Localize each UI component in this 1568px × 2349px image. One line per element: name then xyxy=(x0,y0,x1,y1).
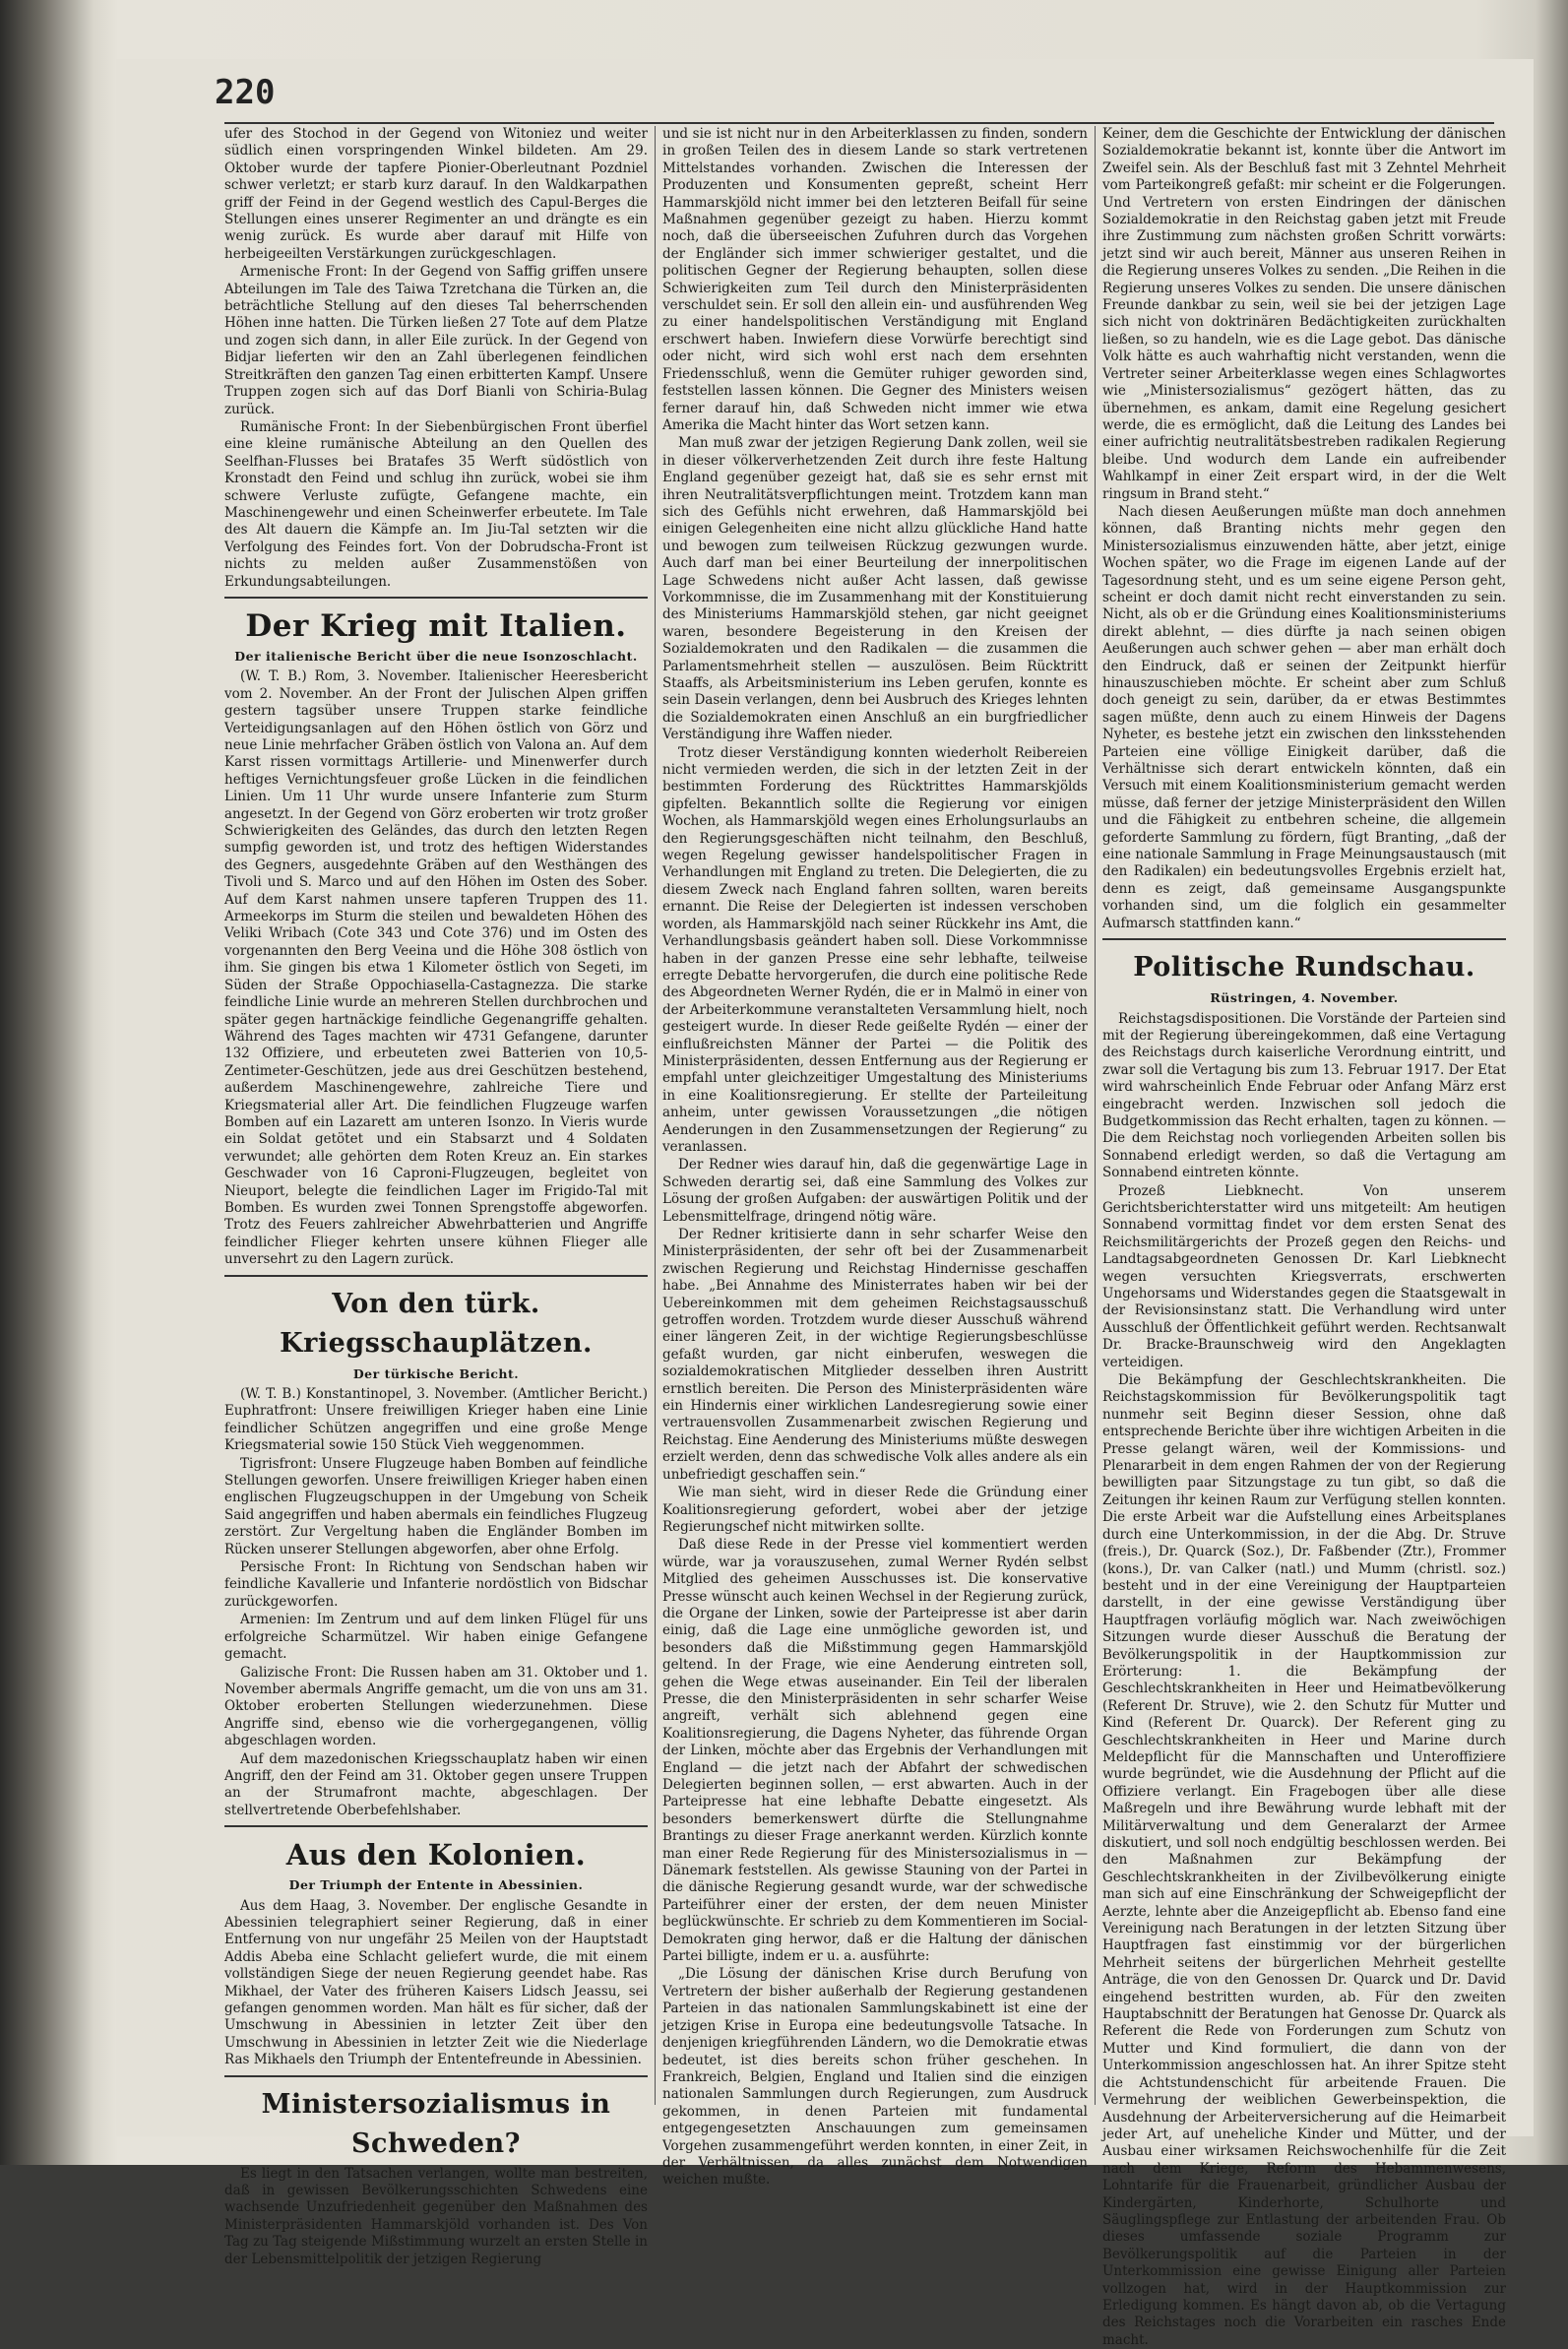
subheadline: Der türkische Bericht. xyxy=(352,1365,520,1381)
article-paragraph: und sie ist nicht nur in den Arbeiterklassen zu finden, sondern in großen Teilen des in diesem Lande so stark vertretenen Mittelstandes vorhanden. Zwischen die Interessen der Produzenten und Konsumenten gepreßt, scheint Herr Hammarskjöld nicht immer bei den letzteren Beifall für seine Maßnahmen gegenüber gezeigt zu haben. Hierzu kommt noch, daß die überseeischen Zufuhren durch das Vorgehen der Engländer sich immer schwieriger gestaltet, und die politischen Gegner der Regierung behaupten, sollen diese Schwierigkeiten zum Teil durch den Ministerpräsidenten verschuldet sein. Er soll den allein ein- und ausführenden Weg zu einer handelspolitischen Verständigung mit England erschwert haben. Inwiefern diese Vorwürfe berechtigt sind oder nicht, wird sich wohl erst nach dem ersehnten Friedensschluß, wenn die Gemüter ruhiger geworden sind, feststellen lassen können. Die Gegner des Ministers weisen ferner darauf hin, daß Schweden nicht immer wie etwa Amerika die Macht hinter das Wort setzen kann. xyxy=(662,126,1088,433)
headline-schweden: Ministersozialismus in Schweden? xyxy=(261,2088,611,2159)
subheadline: Der Triumph der Entente in Abessinien. xyxy=(288,1877,584,1893)
newspaper-page xyxy=(116,59,1534,2348)
article-paragraph: Aus dem Haag, 3. November. Der englische Gesandte in Abessinien telegraphiert seiner Regierung, daß in einer Entfernung von nur ungefähr 25 Meilen von der Hauptstadt Addis Abeba eine Schlacht geliefert wurde, die mit einem vollständigen Siege der neuen Regierung geendet habe. Ras Mikhael, der Vater des früheren Kaisers Lidsch Jeassu, sei gefangen genommen worden. Man hält es für sicher, daß der Umschwung in Abessinien in letzter Zeit über den Umschwung in Abessinien in letzter Zeit wie die Niederlage Ras Mikhaels den Triumph der Ententefreunde in Abessinien. xyxy=(224,1897,648,2068)
separator xyxy=(1102,938,1506,940)
article-paragraph: Keiner, dem die Geschichte der Entwicklung der dänischen Sozialdemokratie bekannt ist, konnte über die Antwort im Zweifel sein. Als der Beschluß fast mit 3 Zehntel Mehrheit vom Parteikongreß gefaßt: mir scheint er die Folgerungen. Und Vertretern von ersten Eindringen der dänischen Sozialdemokratie in den Reichstag gaben jetzt mit Freude ihre Zustimmung zum nächsten großen Schritt vorwärts: jetzt sind wir auch bereit, Männer aus unseren Reihen in die Regierung unseres Volkes zu senden. „Die Reihen in die Regierung unseres Volkes zu senden. Die unsere dänischen Freunde dankbar zu sein, weil sie bei der jetzigen Lage sich nicht von doktrinären Bedächtigkeiten zurückhalten ließen, so zu handeln, wie es die Lage gebot. Das dänische Volk hätte es auch wahrhaftig nicht verstanden, wenn die Vertreter seiner Arbeiterklasse wegen eines Schlagwortes wie „Ministersozialismus“ gezögert hätten, das zu übernehmen, es ankam, damit eine Regelung gesichert werde, die es ermöglicht, daß die Leitung des Landes bei einer aufrichtig neutralitätsbestreben radikalen Regierung bleibe. Und wodurch dem Lande ein aufreibender Wahlkampf in einer Zeit erspart wird, in der die Welt ringsum in Brand steht.“ xyxy=(1102,126,1506,502)
article-paragraph: (W. T. B.) Rom, 3. November. Italienischer Heeresbericht vom 2. November. An der Front der Julischen Alpen griffen gestern tagsüber unsere Truppen starke feindliche Verteidigungsanlagen auf den Höhen östlich von Görz und neue Linie mehrfacher Gräben östlich von Valona an. Auf dem Karst rissen vormittags Artillerie- und Minenwerfer durch heftiges Vernichtungsfeuer große Lücken in die feindlichen Linien. Um 11 Uhr wurde unsere Infanterie zum Sturm angesetzt. In der Gegend von Görz eroberten wir trotz großer Schwierigkeiten des Geländes, das durch den letzten Regen sumpfig geworden ist, und trotz des heftigen Widerstandes des Gegners, ausgedehnte Gräben auf den Westhängen des Tivoli und S. Marco und auf den Höhen im Osten des Sober. Auf dem Karst nahmen unsere tapferen Truppen des 11. Armeekorps im Sturm die steilen und bewaldeten Höhen des Veliki Wribach (Cote 343 und Cote 376) und im Osten des vorgenannten den Berg Veeina und die Höhe 308 östlich von ihm. Sie gingen bis etwa 1 Kilometer östlich von Segeti, im Süden der Straße Oppochiasella-Castagnezza. Die starke feindliche Linie wurde an mehreren Stellen durchbrochen und später gegen hartnäckige feindliche Gegenangriffe gehalten. Während des Tages machten wir 4731 Gefangene, darunter 132 Offiziere, und erbeuteten zwei Batterien von 10,5-Zentimeter-Geschützen, jede aus drei Geschützen bestehend, außerdem Maschinengewehre, zahlreiche Tiere und Kriegsmaterial aller Art. Die feindlichen Flugzeuge warfen Bomben auf ein Lazarett am unteren Isonzo. In Vieris wurde ein Soldat getötet und ein Stabsarzt und 4 Soldaten verwundet; alle gehörten dem Roten Kreuz an. Ein starkes Geschwader von 16 Caproni-Flugzeugen, begleitet von Nieuport, belegte die feindlichen Lager im Frigido-Tal mit Bomben. Es wurden zwei Tonnen Sprengstoffe abgeworfen. Trotz des Feuers zahlreicher Abwehrbatterien und Angriffe feindlicher Flieger kehrten unsere kühnen Flieger alle unversehrt zu den Lagern zurück. xyxy=(224,668,648,1268)
headline-turkei: Von den türk. Kriegsschauplätzen. xyxy=(280,1288,593,1359)
article-paragraph: Der Redner wies darauf hin, daß die gegenwärtige Lage in Schweden derartig sei, daß eine Sammlung des Volkes zur Lösung der großen Aufgaben: der auswärtigen Politik und der Lebensmittelfrage, dringend nötig wäre. xyxy=(662,1157,1088,1225)
article-paragraph: Tigrisfront: Unsere Flugzeuge haben Bomben auf feindliche Stellungen geworfen. Unsere freiwilligen Krieger haben einen englischen Flugzeugschuppen in der Umgebung von Scheik Said angegriffen und haben abermals ein feindliches Flugzeug zerstört. Zur Vergeltung haben die Engländer Bomben im Rücken unserer Stellungen abgeworfen, aber ohne Erfolg. xyxy=(224,1455,648,1557)
headline-rundschau: Politische Rundschau. xyxy=(1133,952,1475,984)
column-3 xyxy=(1102,126,1506,2348)
article-paragraph: Es liegt in den Tatsachen verlangen, wollte man bestreiten, daß in gewissen Bevölkerungsschichten Schwedens eine wachsende Unzufriedenheit gegenüber den Maßnahmen des Ministerpräsidenten Hammarskjöld vorhanden ist. Des Von Tag zu Tag steigende Mißstimmung wurzelt an ersten Stelle in der Lebensmittelpolitik der jetzigen Regierung xyxy=(224,2165,648,2267)
article-paragraph: Persische Front: In Richtung von Sendschan haben wir feindliche Kavallerie und Infanterie nordöstlich von Bidschar zurückgeworfen. xyxy=(224,1559,648,1610)
article-paragraph: Armenische Front: In der Gegend von Saffig griffen unsere Abteilungen im Tale des Taiwa Tzretchana die Türken an, die beträchtliche Stellung auf den dieses Tal beherrschenden Höhen inne hatten. Die Türken ließen 27 Tote auf dem Platze und zogen sich dann, in aller Eile zurück. In der Gegend von Bidjar lieferten wir den an Zahl überlegenen feindlichen Streitkräften den ganzen Tag einen erbitterten Kampf. Unsere Truppen zogen sich auf das Dorf Bianli von Schiria-Bulag zurück. xyxy=(224,264,648,417)
article-paragraph: Wie man sieht, wird in dieser Rede die Gründung einer Koalitionsregierung gefordert, wobei aber der jetzige Regierungschef nicht mitwirken sollte. xyxy=(662,1485,1088,1535)
article-paragraph: Armenien: Im Zentrum und auf dem linken Flügel für uns erfolgreiche Scharmützel. Wir haben einige Gefangene gemacht. xyxy=(224,1612,648,1663)
article-paragraph: Reichstagsdispositionen. Die Vorstände der Parteien sind mit der Regierung übereingekommen, daß eine Vertagung des Reichstags durch kaiserliche Verordnung eintritt, und zwar soll die Vertagung bis zum 13. Februar 1917. Der Etat wird wahrscheinlich Ende Februar oder Anfang März erst eingebracht werden. Inzwischen soll jedoch die Budgetkommission das Recht erhalten, tagen zu können. — Die dem Reichstag noch vorliegenden Arbeiten sollen bis Sonnabend erledigt werden, so daß die Vertagung am Sonnabend eintreten könnte. xyxy=(1102,1010,1506,1181)
article-paragraph: Rumänische Front: In der Siebenbürgischen Front überfiel eine kleine rumänische Abteilung an den Quellen des Seelfhan-Flusses bei Bratafes 35 Werft südöstlich von Kronstadt den Feind und schlug ihn zurück, wobei sie ihm schwere Verluste zufügte, Gefangene machte, ein Maschinengewehr und einen Scheinwerfer erbeutete. Im Tale des Alt dauern die Kämpfe an. Im Jiu-Tal setzten wir die Verfolgung des Feindes fort. Von der Dobrudscha-Front ist nichts zu melden außer Zusammenstößen von Erkundungsabteilungen. xyxy=(224,418,648,590)
article-paragraph: ufer des Stochod in der Gegend von Witoniez und weiter südlich einen vorspringenden Winkel bildeten. Am 29. Oktober wurde der tapfere Pionier-Oberleutnant Pozdniel schwer verletzt; er starb kurz darauf. In den Waldkarpathen griff der Feind in der Gegend westlich des Capul-Berges die Stellungen eines unserer Regimenter an und drängte es ein wenig zurück. Es wurde aber darauf mit Hilfe von herbeigeeilten Verstärkungen zurückgeschlagen. xyxy=(224,126,648,262)
column-rule xyxy=(655,126,656,2105)
article-paragraph: Galizische Front: Die Russen haben am 31. Oktober und 1. November abermals Angriffe gemacht, um die von uns am 31. Oktober eroberten Stellungen wiederzunehmen. Diese Angriffe sind, ebenso wie die vorhergegangenen, völlig abgeschlagen worden. xyxy=(224,1664,648,1749)
separator xyxy=(224,1825,648,1827)
article-paragraph: Man muß zwar der jetzigen Regierung Dank zollen, weil sie in dieser völkerverhetzenden Zeit durch ihre feste Haltung England gegenüber gezeigt hat, daß sie es sehr ernst mit ihren Neutralitätsverpflichtungen meint. Trotzdem kann man sich des Gefühls nicht erwehren, daß Hammarskjöld bei einigen Gelegenheiten eine nicht allzu glückliche Hand hatte und bewogen zum teilweisen Rückzug gezwungen wurde. Auch darf man bei einer Beurteilung der innerpolitischen Lage Schwedens nicht außer Acht lassen, daß gewisse Vorkommnisse, die im Zusammenhang mit der Konstituierung des Ministeriums Hammarskjöld stehen, gar nicht geeignet waren, besondere Begeisterung in den Kreisen der Sozialdemokraten und den Radikalen — die zusammen die Parlamentsmehrheit stellen — auszulösen. Beim Rücktritt Staaffs, als Arbeitsministerium ins Leben gerufen, konnte es sein Dasein verlangen, denn bei Ausbruch des Krieges lehnten die Sozialdemokraten einen Anschluß an ein burgfriedlicher Verständigung ihre Waffen nieder. xyxy=(662,435,1088,743)
article-paragraph: Daß diese Rede in der Presse viel kommentiert werden würde, war ja vorauszusehen, zumal Werner Rydén selbst Mitglied des geheimen Ausschusses ist. Die konservative Presse wünscht auch keinen Wechsel in der Regierung zurück, die Organe der Linken, sowie der Parteipresse ist aber darin einig, daß die Lage eine unmögliche geworden ist, und besonders daß die Mißstimmung gegen Hammarskjöld geltend. In der Frage, wie eine Aenderung eintreten soll, gehen die Wege etwas auseinander. Ein Teil der liberalen Presse, die den Ministerpräsidenten in sehr scharfer Weise angreift, verhält sich ablehnend gegen eine Koalitionsregierung, die Dagens Nyheter, das führende Organ der Linken, möchte aber das Ergebnis der Verhandlungen mit England — die jetzt nach der Abfahrt der schwedischen Delegierten beginnen sollen, — erst abwarten. Auch in der Parteipresse hat eine lebhafte Debatte eingesetzt. Als besonders bemerkenswert dürfte die Stellungnahme Brantings zu dieser Frage anerkannt werden. Kürzlich konnte man einer Rede Regierung für des Ministersozialismus in — Dänemark feststellen. Als gewisse Stauning von der Partei in die dänische Regierung gesandt wurde, war der schwedische Parteiführer einer der ersten, der dem neuen Minister beglückwünschte. Er schrieb zu dem Kommentieren im Social-Demokraten ging herwor, daß er die Haltung der dänischen Partei billigte, indem er u. a. ausführte: xyxy=(662,1537,1088,1965)
article-paragraph: (W. T. B.) Konstantinopel, 3. November. (Amtlicher Bericht.) Euphratfront: Unsere freiwilligen Krieger haben eine Linie feindlicher Schützen angegriffen und eine große Menge Kriegsmaterial sowie 150 Stück Vieh weggenommen. xyxy=(224,1386,648,1454)
column-2 xyxy=(662,126,1088,2189)
headline-italien: Der Krieg mit Italien. xyxy=(245,607,627,644)
separator xyxy=(224,597,648,599)
article-paragraph: Nach diesen Aeußerungen müßte man doch annehmen können, daß Branting nichts mehr gegen den Ministersozialismus einzuwenden hätte, aber jetzt, einige Wochen später, wo die Frage im eigenen Lande auf der Tagesordnung steht, und es um seine eigene Person geht, scheint er doch damit nicht recht einverstanden zu sein. Nicht, als ob er die Gründung eines Koalitionsministeriums direkt ablehnt, — dies dürfte ja nach seinen obigen Aeußerungen auch schwer gehen — aber man erhält doch den Eindruck, daß er seinen der Zeitpunkt hierfür hinauszuschieben möchte. Er scheint aber zum Schluß doch geneigt zu sein, darüber, da er etwas Bestimmtes sagen müßte, denn auch zu einem Hinweis der Dagens Nyheter, es bestehe jetzt ein zwischen den linksstehenden Parteien eine völlige Einigkeit darüber, daß die Verhältnisse sich derart entwickeln könnten, daß ein Versuch mit einem Koalitionsministerium gemacht werden müsse, daß ferner der jetzige Ministerpräsident den Willen und die Fähigkeit zu entbehren scheine, die allgemein geforderte Sammlung zu fördern, fügt Branting, „daß der eine nationale Sammlung in Frage Meinungsaustausch (mit den Radikalen) ein bedeutungsvolles Ergebnis erzielt hat, denn es zeigt, daß gemeinsame Ausgangspunkte vorhanden sind, um die folglich ein gesammelter Aufmarsch stattfinden kann.“ xyxy=(1102,503,1506,931)
headline-kolonien: Aus den Kolonien. xyxy=(285,1838,587,1873)
article-paragraph: Die Bekämpfung der Geschlechtskrankheiten. Die Reichstagskommission für Bevölkerungspolitik tagt nunmehr seit Beginn dieser Session, ohne daß entsprechende Berichte über ihre wichtigen Arbeiten in die Presse gelangt wären, weil der Kommissions- und Plenararbeit in dem engen Rahmen der von der Regierung bewilligten paar Sitzungstage zu tun gibt, so daß die Zeitungen ihr keinen Raum zur Verfügung stellen konnten. Die erste Arbeit war die Aufstellung eines Arbeitsplanes durch eine Unterkommission, in der die Abg. Dr. Struve (freis.), Dr. Quarck (Soz.), Dr. Faßbender (Ztr.), Frommer (kons.), Dr. van Calker (natl.) und Mumm (christl. soz.) besteht und in der eine Vereinigung der Hauptparteien darstellt, in der eine gewisse Verständigung über Hauptfragen vorläufig möglich war. Nach zweiwöchigen Sitzungen wurde dieser Ausschuß die Beratung der Bevölkerungspolitik in der Hauptkommission zur Erörterung: 1. die Bekämpfung der Geschlechtskrankheiten in Heer und Heimatbevölkerung (Referent Dr. Struve), wie 2. den Schutz für Mutter und Kind (Referent Dr. Quarck). Der Referent ging zu Geschlechtskrankheiten in Heer und Marine durch Meldepflicht für die Mannschaften und Unteroffiziere wurde begründet, wie die Ausdehnung der Pflicht auf die Offiziere verlangt. Ein Fragebogen über alle diese Maßregeln und ihre Bewährung wurde lebhaft mit der Militärverwaltung und dem Generalarzt der Armee diskutiert, und soll noch endgültig beschlossen werden. Bei den Maßnahmen zur Bekämpfung der Geschlechtskrankheiten in der Zivilbevölkerung einigte man sich auf eine Einschränkung der Schweigepflicht der Aerzte, lehnte aber die Anzeigepflicht ab. Ebenso fand eine Vereinigung nach Beratungen in der letzten Sitzung über Hauptfragen fast einstimmig vor der bürgerlichen Mehrheit seitens der bürgerlichen Mehrheit gestellte Anträge, die von den Genossen Dr. Quarck und Dr. David eingehend bestritten wurden, ab. Für den zweiten Hauptabschnitt der Beratungen hat Genosse Dr. Quarck als Referent die Rede von Forderungen zum Schutz von Mutter und Kind formuliert, die dann von der Unterkommission angeschlossen hat. An ihrer Spitze steht die Achtstundenschicht für arbeitende Frauen. Die Vermehrung der weiblichen Gewerbeinspektion, die Ausdehnung der Arbeiterversicherung auf die Heimarbeit jeder Art, auf uneheliche Kinder und Mütter, und der Ausbau einer wirksamen Reichswochenhilfe für die Zeit nach dem Kriege, Reform des Hebammenwesens, Lohntarife für die Frauenarbeit, gründlicher Ausbau der Kindergärten, Kinderhorte, Schulhorte und Säuglingspflege zur Entlastung der arbeitenden Frau. Ob dieses umfassende soziale Programm zur Bevölkerungspolitik auf die Parteien in der Unterkommission eine gewisse Einigung aller Parteien vollzogen hat, wird in der Hauptkommission zur Erledigung kommen. Es hängt davon ab, ob die Vertagung des Reichstages noch die Vorarbeiten ein rasches Ende macht. xyxy=(1102,1372,1506,2348)
article-paragraph: Trotz dieser Verständigung konnten wiederholt Reibereien nicht vermieden werden, die sich in der letzten Zeit in der bestimmten Forderung des Rücktrittes Hammarskjölds gipfelten. Bekanntlich sollte die Regierung vor einigen Wochen, als Hammarskjöld wegen eines Erholungsurlaubs an den Regierungsgeschäften nicht teilnahm, den Beschluß, wegen Regelung gewisser handelspolitischer Fragen in Verhandlungen mit England zu treten. Die Delegierten, die zu diesem Zweck nach England fahren sollten, waren bereits ernannt. Die Reise der Delegierten ist indessen verschoben worden, als Hammarskjöld nach seiner Rückkehr ins Amt, die Verhandlungsbasis geändert haben soll. Diese Vorkommnisse haben in der ganzen Presse eine sehr lebhafte, teilweise erregte Debatte hervorgerufen, die durch eine politische Rede des Abgeordneten Werner Rydén, die er in Malmö in einer von der Arbeiterkommune veranstalteten Versammlung hielt, noch gesteigert wurde. In dieser Rede geißelte Rydén — einer der einflußreichsten Männer der Partei — die Politik des Ministerpräsidenten, dessen Entfernung aus der Regierung er empfahl unter gleichzeitiger Umgestaltung des Ministeriums in eine Koalitionsregierung. Er stellte der Parteileitung anheim, unter gewissen Voraussetzungen „die nötigen Aenderungen in den Zusammensetzungen der Regierung“ zu veranlassen. xyxy=(662,744,1088,1155)
top-rule xyxy=(224,122,1494,124)
column-rule xyxy=(1095,126,1096,2105)
page-number: 220 xyxy=(215,73,276,112)
separator xyxy=(224,1275,648,1277)
article-paragraph: Der Redner kritisierte dann in sehr scharfer Weise den Ministerpräsidenten, der sehr oft bei der Zusammenarbeit zwischen Regierung und Reichstag Hindernisse geschaffen habe. „Bei Annahme des Ministerrates haben wir bei der Uebereinkommen mit dem geheimen Reichstagsausschuß getroffen worden. Trotzdem wurde dieser Ausschuß während einer längeren Zeit, in der wichtige Regierungsbeschlüsse gefaßt wurden, gar nicht einberufen, weswegen die sozialdemokratischen Mitglieder desselben ihren Austritt ernstlich bereiten. Die Person des Ministerpräsidenten wäre ein Hindernis einer wirklichen Landesregierung sowie einer vertrauensvollen Zusammenarbeit zwischen Regierung und Reichstag. Eine Aenderung des Ministeriums müßte deswegen erzielt werden, denn das schwedische Volk alles andere als ein unbefriedigt geschaffen sein.“ xyxy=(662,1227,1088,1483)
article-paragraph: Prozeß Liebknecht. Von unserem Gerichtsberichterstatter wird uns mitgeteilt: Am heutigen Sonnabend vormittag findet vor dem ersten Senat des Reichsmilitärgerichts der Prozeß gegen den Reichs- und Landtagsabgeordneten Genossen Dr. Karl Liebknecht wegen versuchten Kriegsverrats, erschwerten Ungehorsams und Widerstandes gegen die Staatsgewalt in der Revisionsinstanz statt. Die Verhandlung wird unter Ausschluß der Öffentlichkeit geführt werden. Rechtsanwalt Dr. Bracke-Braunschweig wird den Angeklagten verteidigen. xyxy=(1102,1182,1506,1370)
article-paragraph: Auf dem mazedonischen Kriegsschauplatz haben wir einen Angriff, den der Feind am 31. Oktober gegen unsere Truppen an der Strumafront machte, abgeschlagen. Der stellvertretende Oberbefehlshaber. xyxy=(224,1750,648,1818)
article-paragraph: „Die Lösung der dänischen Krise durch Berufung von Vertretern der bisher außerhalb der Regierung gestandenen Parteien in das nationalen Sammlungskabinett ist eine der jetzigen Krise in Europa eine bedeutungsvolle Tatsache. In denjenigen kriegführenden Ländern, wo die Demokratie etwas bedeutet, ist dies bereits schon früher geschehen. In Frankreich, Belgien, England und Italien sind die einzigen nationalen Sammlungen durch Regierungen, zum Ausdruck gekommen, in denen Parteien mit fundamental entgegengesetzten Anschauungen zum gemeinsamen Vorgehen zusammengeführt werden konnten, in einer Zeit, in der Verhältnissen, da alles zunächst dem Notwendigen weichen mußte. xyxy=(662,1966,1088,2189)
separator xyxy=(224,2075,648,2077)
subheadline: Rüstringen, 4. November. xyxy=(1210,990,1399,1006)
column-1 xyxy=(224,126,648,2267)
subheadline: Der italienische Bericht über die neue Isonzoschlacht. xyxy=(234,648,638,664)
